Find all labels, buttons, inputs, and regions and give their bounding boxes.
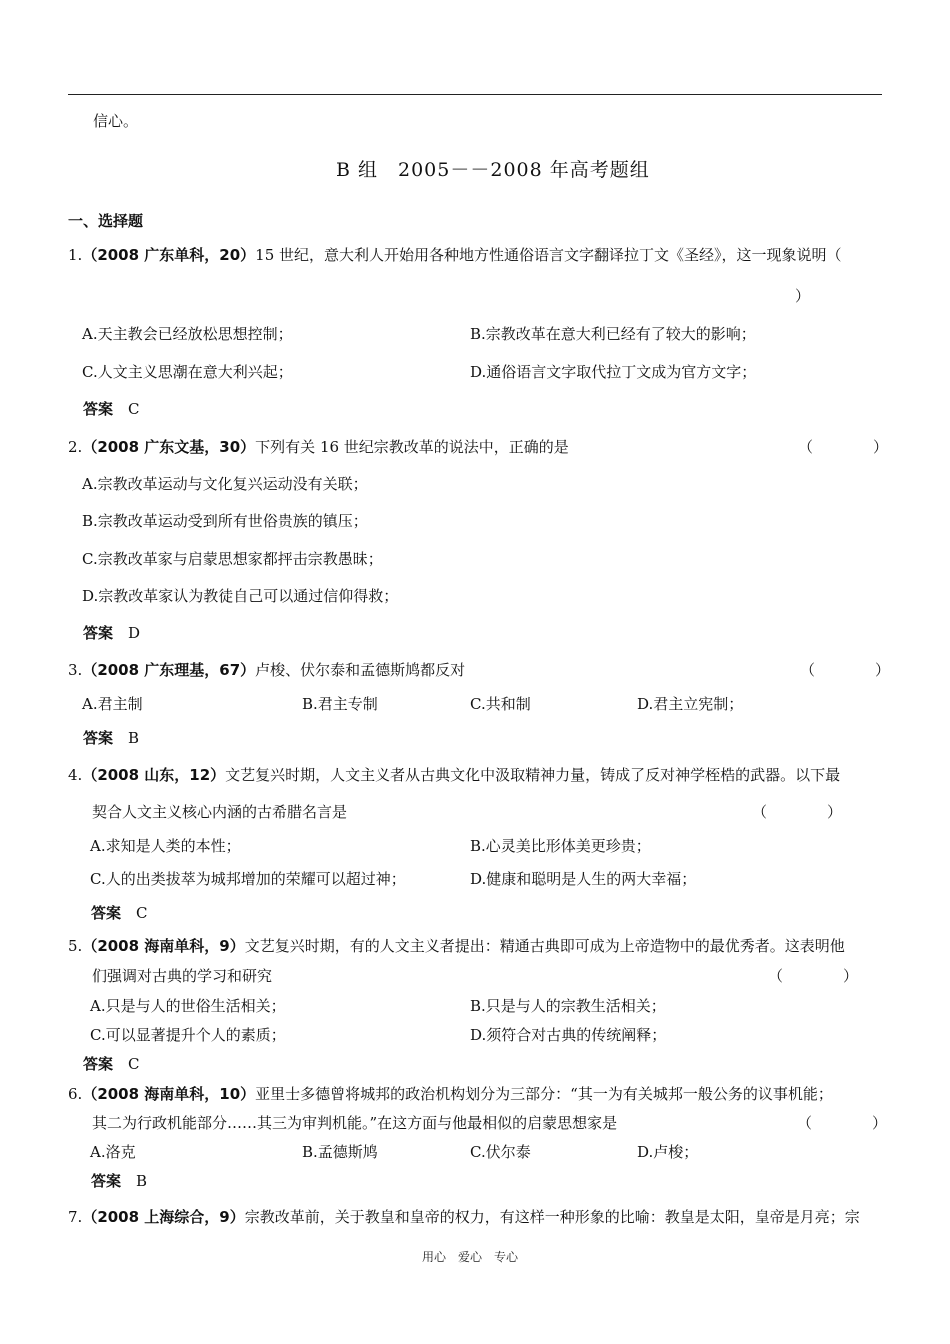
answer-value: C <box>136 904 148 922</box>
answer-value: B <box>128 729 140 747</box>
question-number: 5. <box>68 937 83 955</box>
option-b: B.宗教改革运动受到所有世俗贵族的镇压； <box>82 512 368 530</box>
question-stem: 卢梭、伏尔泰和孟德斯鸠都反对 <box>255 661 466 679</box>
question-source: （2008 海南单科，9） <box>82 937 245 955</box>
answer-label: 答案 <box>83 624 114 642</box>
answer-line <box>83 623 140 643</box>
question-source: （2008 上海综合，9） <box>82 1208 245 1226</box>
section-title: B 组 2005－－2008 年高考题组 <box>336 159 650 181</box>
option-a: A.只是与人的世俗生活相关； <box>90 997 286 1015</box>
option-a: A.宗教改革运动与文化复兴运动没有关联； <box>82 475 368 493</box>
option-c: C.可以显著提升个人的素质； <box>90 1026 286 1044</box>
answer-value: C <box>128 400 140 418</box>
answer-bracket: ） <box>795 287 811 305</box>
answer-label: 答案 <box>91 904 122 922</box>
option-b: B.宗教改革在意大利已经有了较大的影响； <box>470 325 756 343</box>
question-stem: 下列有关 16 世纪宗教改革的说法中，正确的是 <box>255 438 569 456</box>
answer-bracket: （ ） <box>797 1114 888 1132</box>
question-stem-continued: 契合人文主义核心内涵的古希腊名言是 <box>92 803 348 821</box>
question-source: （2008 广东理基，67） <box>82 661 256 679</box>
header-rule <box>68 94 882 95</box>
question-stem-continued: 其二为行政机能部分……其三为审判机能。”在这方面与他最相似的启蒙思想家是 <box>92 1114 618 1132</box>
page-footer: 用心 爱心 专心 <box>422 1250 519 1264</box>
option-d: D.通俗语言文字取代拉丁文成为官方文字； <box>470 363 757 381</box>
answer-label: 答案 <box>91 1172 122 1190</box>
answer-label: 答案 <box>83 1055 114 1073</box>
question-stem: 亚里士多德曾将城邦的政治机构划分为三部分：“其一为有关城邦一般公务的议事机能； <box>255 1085 833 1103</box>
option-c: C.伏尔泰 <box>470 1143 531 1161</box>
answer-line <box>83 728 139 748</box>
question-number: 6. <box>68 1085 83 1103</box>
answer-line <box>91 1171 147 1191</box>
answer-bracket: （ ） <box>752 803 843 821</box>
option-b: B.孟德斯鸠 <box>302 1143 378 1161</box>
option-b: B.君主专制 <box>302 695 378 713</box>
continuation-text: 信心。 <box>93 112 139 130</box>
question-stem-continued: 们强调对古典的学习和研究 <box>92 967 273 985</box>
question-source: （2008 海南单科，10） <box>82 1085 256 1103</box>
option-c: C.人文主义思潮在意大利兴起； <box>82 363 293 381</box>
question-6 <box>68 1084 833 1104</box>
option-d: D.须符合对古典的传统阐释； <box>470 1026 667 1044</box>
answer-bracket: （ ） <box>768 967 859 985</box>
option-c: C.宗教改革家与启蒙思想家都抨击宗教愚昧； <box>82 550 383 568</box>
answer-line <box>91 903 148 923</box>
question-1 <box>68 245 842 265</box>
question-stem: 15 世纪，意大利人开始用各种地方性通俗语言文字翻译拉丁文《圣经》，这一现象说明（ <box>255 246 842 264</box>
question-number: 3. <box>68 661 83 679</box>
answer-label: 答案 <box>83 729 114 747</box>
question-number: 1. <box>68 246 83 264</box>
option-c: C.人的出类拔萃为城邦增加的荣耀可以超过神； <box>90 870 406 888</box>
question-source: （2008 广东文基，30） <box>82 438 256 456</box>
question-5 <box>68 936 845 956</box>
question-source: （2008 广东单科，20） <box>82 246 256 264</box>
answer-bracket: （ ） <box>798 438 889 456</box>
option-a: A.洛克 <box>90 1143 136 1161</box>
option-a: A.求知是人类的本性； <box>90 837 241 855</box>
option-a: A.天主教会已经放松思想控制； <box>82 325 293 343</box>
question-stem: 文艺复兴时期，人文主义者从古典文化中汲取精神力量，铸成了反对神学桎梏的武器。以下最 <box>225 766 841 784</box>
answer-value: D <box>128 624 141 642</box>
question-source: （2008 山东，12） <box>82 766 226 784</box>
option-b: B.心灵美比形体美更珍贵； <box>470 837 651 855</box>
answer-label: 答案 <box>83 400 114 418</box>
answer-value: B <box>136 1172 148 1190</box>
question-stem: 宗教改革前，关于教皇和皇帝的权力，有这样一种形象的比喻：教皇是太阳，皇帝是月亮；宗 <box>244 1208 860 1226</box>
question-4 <box>68 765 840 785</box>
answer-line <box>83 1054 140 1074</box>
answer-bracket: （ ） <box>800 661 891 679</box>
question-number: 7. <box>68 1208 83 1226</box>
option-d: D.卢梭； <box>637 1143 699 1161</box>
question-number: 2. <box>68 438 83 456</box>
section-heading: 一、选择题 <box>68 212 144 230</box>
question-stem: 文艺复兴时期，有的人文主义者提出：精通古典即可成为上帝造物中的最优秀者。这表明他 <box>244 937 845 955</box>
option-d: D.宗教改革家认为教徒自己可以通过信仰得救； <box>82 587 399 605</box>
option-d: D.君主立宪制； <box>637 695 744 713</box>
question-2 <box>68 437 569 457</box>
answer-value: C <box>128 1055 140 1073</box>
answer-line <box>83 399 140 419</box>
question-7 <box>68 1207 860 1227</box>
option-a: A.君主制 <box>82 695 143 713</box>
option-b: B.只是与人的宗教生活相关； <box>470 997 666 1015</box>
option-c: C.共和制 <box>470 695 531 713</box>
option-d: D.健康和聪明是人生的两大幸福； <box>470 870 697 888</box>
question-number: 4. <box>68 766 83 784</box>
question-3 <box>68 660 465 680</box>
